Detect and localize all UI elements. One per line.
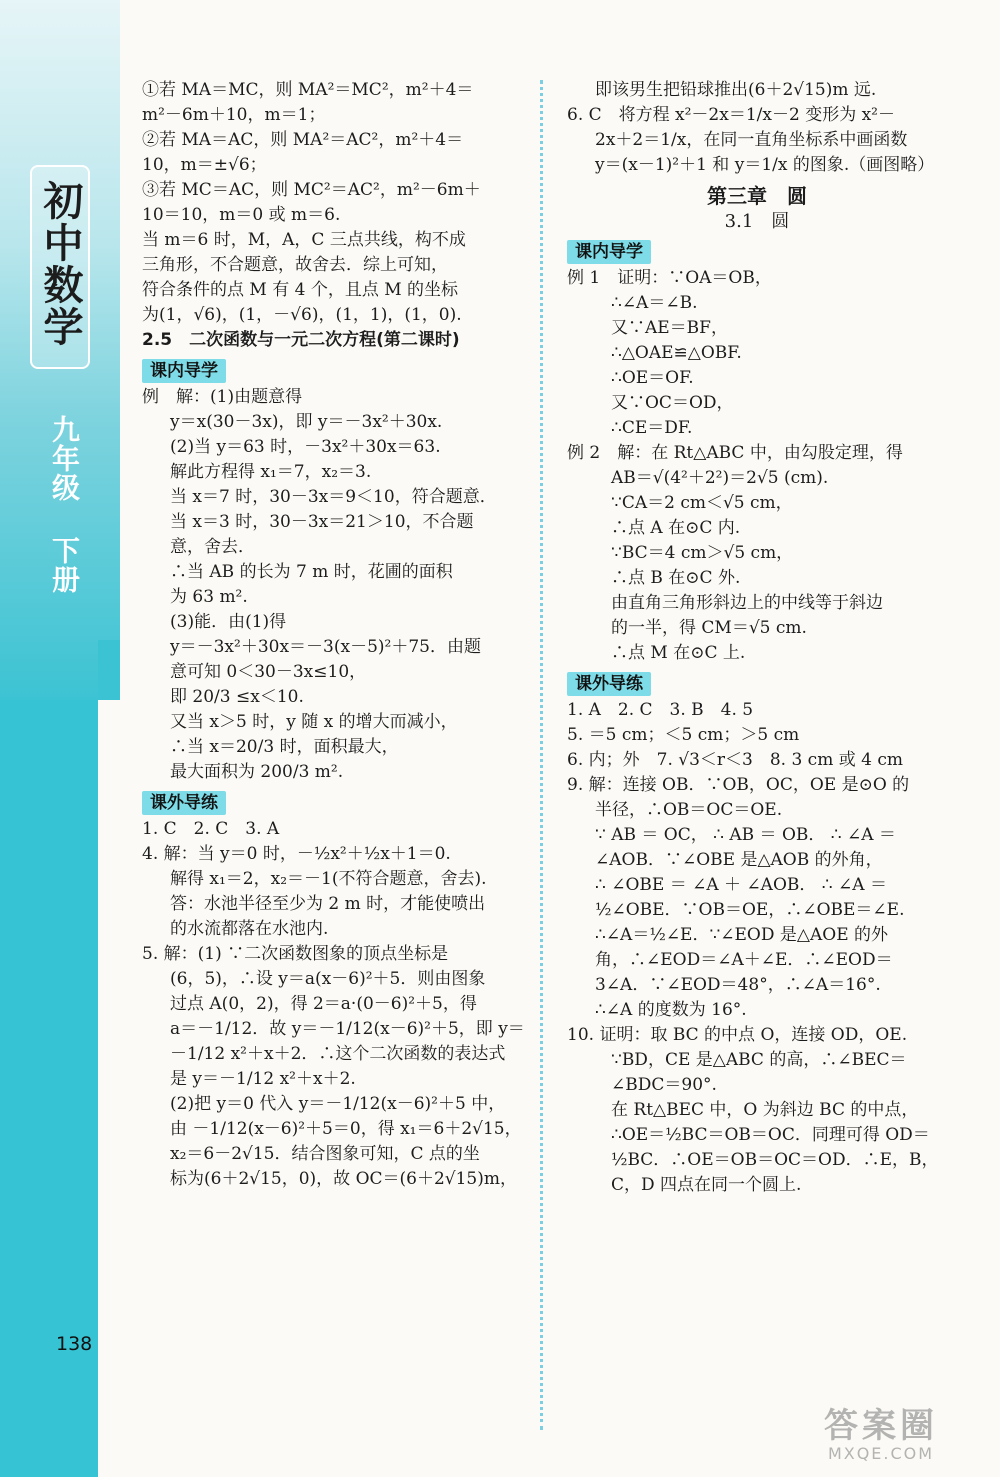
- sidebar-strip: [0, 700, 98, 1477]
- section-band: 课外导练: [142, 791, 226, 815]
- text-line: 由 －1/12(x－6)²＋5＝0，得 x₁＝6＋2√15，: [170, 1119, 522, 1139]
- text-line: 的水流都落在水池内.: [170, 919, 329, 939]
- text-line: 2.5 二次函数与一元二次方程(第二课时): [142, 330, 460, 350]
- text-line: 符合条件的点 M 有 4 个，且点 M 的坐标: [142, 280, 459, 300]
- text-line: ②若 MA＝AC，则 MA²＝AC²，m²＋4＝: [142, 130, 464, 150]
- text-line: 由直角三角形斜边上的中线等于斜边: [611, 593, 883, 613]
- text-line: 解得 x₁＝2，x₂＝－1(不符合题意，舍去).: [170, 869, 487, 889]
- text-line: 为 63 m².: [170, 587, 248, 607]
- text-line: ∵CA＝2 cm＜√5 cm，: [611, 493, 793, 513]
- text-line: [567, 234, 947, 266]
- text-line: 即该男生把铅球推出(6＋2√15)m 远.: [595, 80, 877, 100]
- watermark-main: 答案圈: [824, 1406, 938, 1446]
- text-line: ∴∠A＝∠B.: [611, 293, 698, 313]
- section-band: 课内导学: [567, 240, 651, 264]
- text-line: －1/12 x²＋x＋2．∴这个二次函数的表达式: [170, 1044, 506, 1064]
- text-line: 1. C 2. C 3. A: [142, 819, 280, 839]
- text-line: ∴CE＝DF.: [611, 418, 693, 438]
- text-line: ∴∠A＝½∠E．∵∠EOD 是△AOE 的外: [595, 925, 889, 945]
- text-line: 又∵OC＝OD，: [611, 393, 734, 413]
- text-line: 的一半，得 CM＝√5 cm.: [611, 618, 807, 638]
- right-column: [567, 78, 947, 1198]
- text-line: 2x＋2＝1/x，在同一直角坐标系中画函数: [595, 130, 908, 150]
- text-line: (3)能．由(1)得: [170, 612, 287, 632]
- text-line: 当 x＝3 时，30－3x＝21＞10，不合题: [170, 512, 474, 532]
- text-line: 例 2 解：在 Rt△ABC 中，由勾股定理，得: [567, 443, 903, 463]
- text-line: ∴△OAE≌△OBF.: [611, 343, 742, 363]
- text-line: 1. A 2. C 3. B 4. 5: [567, 700, 754, 720]
- text-line: 又∵AE＝BF，: [611, 318, 728, 338]
- text-line: 6. 内；外 7. √3＜r＜3 8. 3 cm 或 4 cm: [567, 750, 903, 770]
- text-line: ∴点 M 在⊙C 上.: [611, 643, 746, 663]
- text-line: ∴∠A 的度数为 16°.: [595, 1000, 747, 1020]
- text-line: 角，∴∠EOD＝∠A＋∠E．∴∠EOD＝: [595, 950, 893, 970]
- section-band: 课外导练: [567, 672, 651, 696]
- text-line: (2)把 y＝0 代入 y＝－1/12(x－6)²＋5 中，: [170, 1094, 506, 1114]
- text-line: ①若 MA＝MC，则 MA²＝MC²，m²＋4＝: [142, 80, 474, 100]
- text-line: ∴点 A 在⊙C 内.: [611, 518, 741, 538]
- watermark-sub: MXQE.COM: [827, 1444, 935, 1463]
- text-line: ∴ ∠OBE ＝ ∠A ＋ ∠AOB． ∴ ∠A ＝: [595, 875, 887, 895]
- text-line: 即 20/3 ≤x＜10.: [170, 687, 304, 707]
- text-line: 3∠A．∵∠EOD＝48°，∴∠A＝16°.: [595, 975, 881, 995]
- text-line: 9. 解：连接 OB．∵OB，OC，OE 是⊙O 的: [567, 775, 910, 795]
- text-line: 10，m＝±√6；: [142, 155, 267, 175]
- watermark-logo: [786, 1407, 976, 1467]
- text-line: 标为(6＋2√15，0)，故 OC＝(6＋2√15)m，: [170, 1169, 518, 1189]
- brand-title: 初中数学: [37, 180, 83, 348]
- text-line: C，D 四点在同一个圆上.: [611, 1175, 802, 1195]
- text-line: 意，舍去．: [170, 537, 255, 557]
- text-line: 5. 解：(1) ∵二次函数图象的顶点坐标是: [142, 944, 449, 964]
- text-line: 半径，∴OB＝OC＝OE.: [595, 800, 783, 820]
- sidebar-notch: [98, 640, 120, 700]
- text-line: x₂＝6－2√15．结合图象可知，C 点的坐: [170, 1144, 480, 1164]
- text-line: [142, 353, 512, 385]
- text-line: 当 m＝6 时，M，A，C 三点共线，构不成: [142, 230, 466, 250]
- text-line: 当 x＝7 时，30－3x＝9＜10，符合题意．: [170, 487, 497, 507]
- text-line: [567, 666, 947, 698]
- text-line: 6. C 将方程 x²－2x＝1/x－2 变形为 x²－: [567, 105, 895, 125]
- text-line: 为(1，√6)，(1，－√6)，(1，1)，(1，0).: [142, 305, 462, 325]
- text-line: m²－6m＋10，m＝1；: [142, 105, 326, 125]
- text-line: 意可知 0＜30－3x≤10，: [170, 662, 367, 682]
- text-line: ∴OE＝OF.: [611, 368, 694, 388]
- text-line: 3.1 圆: [724, 211, 790, 232]
- left-column: [142, 78, 525, 1192]
- text-line: 答：水池半径至少为 2 m 时，才能使喷出: [170, 894, 486, 914]
- grade-label: 九年级 下册: [48, 415, 81, 594]
- text-line: 第三章 圆: [707, 184, 807, 208]
- text-line: ③若 MC＝AC，则 MC²＝AC²，m²－6m＋: [142, 180, 481, 200]
- text-line: 是 y＝－1/12 x²＋x＋2.: [170, 1069, 356, 1089]
- text-line: 解此方程得 x₁＝7，x₂＝3.: [170, 462, 372, 482]
- page-number: 138: [56, 1333, 93, 1355]
- text-line: ½∠OBE．∵OB＝OE，∴∠OBE＝∠E.: [595, 900, 905, 920]
- text-line: a＝－1/12．故 y＝－1/12(x－6)²＋5，即 y＝: [170, 1019, 525, 1039]
- text-line: ∴点 B 在⊙C 外.: [611, 568, 741, 588]
- section-band: 课内导学: [142, 359, 226, 383]
- text-line: 又当 x＞5 时，y 随 x 的增大而减小，: [170, 712, 458, 732]
- text-line: ∵BD，CE 是△ABC 的高，∴∠BEC＝: [611, 1050, 907, 1070]
- text-line: 5. ＝5 cm；＜5 cm；＞5 cm: [567, 725, 800, 745]
- text-line: (6，5)，∴设 y＝a(x－6)²＋5．则由图象: [170, 969, 486, 989]
- text-line: [142, 785, 512, 817]
- text-line: 4. 解：当 y＝0 时，－½x²＋½x＋1＝0.: [142, 844, 451, 864]
- text-line: y＝(x－1)²＋1 和 y＝1/x 的图象.（画图略）: [595, 155, 935, 175]
- text-line: y＝－3x²＋30x＝－3(x－5)²＋75．由题: [170, 637, 481, 657]
- column-divider: [540, 80, 543, 1430]
- text-line: AB＝√(4²＋2²)＝2√5 (cm).: [611, 468, 829, 488]
- text-line: ∵ AB ＝ OC， ∴ AB ＝ OB． ∴ ∠A ＝: [595, 825, 896, 845]
- text-line: ∠BDC＝90°.: [611, 1075, 717, 1095]
- text-line: 三角形，不合题意，故舍去．综上可知，: [142, 255, 448, 275]
- text-line: ∠AOB．∵∠OBE 是△AOB 的外角，: [595, 850, 883, 870]
- text-line: ∴OE＝½BC＝OB＝OC．同理可得 OD＝: [611, 1125, 930, 1145]
- text-line: 例 解：(1)由题意得: [142, 387, 303, 407]
- text-line: ∴当 AB 的长为 7 m 时，花圃的面积: [170, 562, 453, 582]
- text-line: y＝x(30－3x)，即 y＝－3x²＋30x.: [170, 412, 443, 432]
- text-line: 在 Rt△BEC 中，O 为斜边 BC 的中点，: [611, 1100, 919, 1120]
- text-line: ∵BC＝4 cm＞√5 cm，: [611, 543, 794, 563]
- text-line: 例 1 证明：∵OA＝OB，: [567, 268, 772, 288]
- text-line: (2)当 y＝63 时，－3x²＋30x＝63.: [170, 437, 441, 457]
- text-line: 10. 证明：取 BC 的中点 O，连接 OD，OE.: [567, 1025, 908, 1045]
- text-line: ½BC．∴OE＝OB＝OC＝OD．∴E，B，: [611, 1150, 939, 1170]
- text-line: 最大面积为 200/3 m².: [170, 762, 344, 782]
- text-line: ∴当 x＝20/3 时，面积最大，: [170, 737, 399, 757]
- text-line: 10＝10，m＝0 或 m＝6.: [142, 205, 341, 225]
- text-line: 过点 A(0，2)，得 2＝a·(0－6)²＋5，得: [170, 994, 477, 1014]
